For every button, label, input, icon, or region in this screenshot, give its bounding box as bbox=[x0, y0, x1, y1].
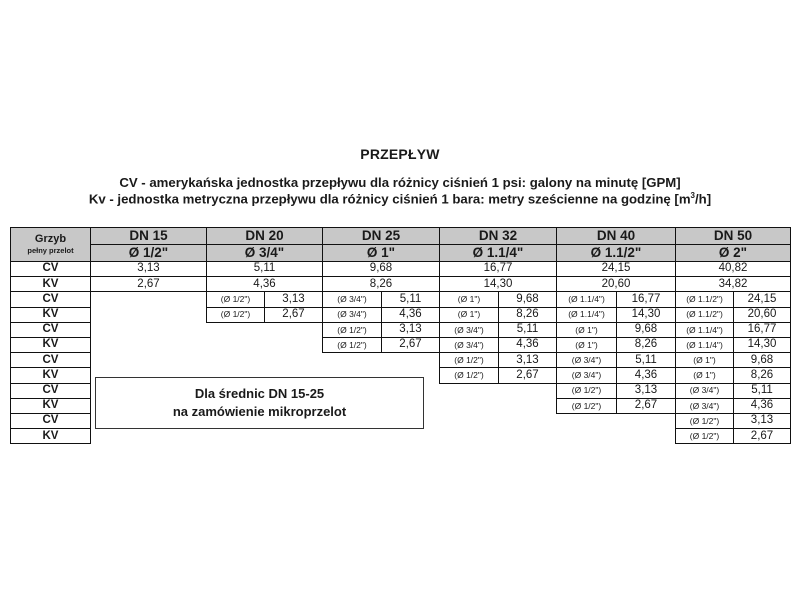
reduced-value-5-3: 16,77 bbox=[733, 322, 791, 338]
reduced-size-5-1: (Ø 1.1/2") bbox=[675, 291, 734, 307]
reduced-size-3-4: (Ø 3/4") bbox=[439, 337, 499, 353]
reduced-size-5-3: (Ø 1.1/4") bbox=[675, 322, 734, 338]
column-dn-6: DN 50 bbox=[675, 227, 791, 245]
reduced-value-4-8: 2,67 bbox=[616, 398, 676, 414]
row-label-9: CV bbox=[10, 383, 91, 399]
reduced-size-4-7: (Ø 1/2") bbox=[556, 383, 617, 399]
column-dn-2: DN 20 bbox=[206, 227, 323, 245]
reduced-size-4-2: (Ø 1.1/4") bbox=[556, 307, 617, 323]
reduced-value-3-6: 2,67 bbox=[498, 367, 557, 383]
full-bore-kv-4: 14,30 bbox=[439, 276, 557, 292]
reduced-size-4-4: (Ø 1") bbox=[556, 337, 617, 353]
full-bore-kv-3: 8,26 bbox=[322, 276, 440, 292]
reduced-value-3-2: 8,26 bbox=[498, 307, 557, 323]
column-dn-3: DN 25 bbox=[322, 227, 440, 245]
reduced-value-5-4: 14,30 bbox=[733, 337, 791, 353]
reduced-size-5-6: (Ø 1") bbox=[675, 367, 734, 383]
column-size-1: Ø 1/2" bbox=[90, 244, 207, 262]
reduced-size-4-3: (Ø 1") bbox=[556, 322, 617, 338]
reduced-size-1-1: (Ø 1/2") bbox=[206, 291, 265, 307]
reduced-value-5-1: 24,15 bbox=[733, 291, 791, 307]
kv-definition-unit-end: /h] bbox=[695, 191, 712, 207]
reduced-size-2-2: (Ø 3/4") bbox=[322, 307, 382, 323]
reduced-value-4-6: 4,36 bbox=[616, 367, 676, 383]
row-label-2: KV bbox=[10, 276, 91, 292]
reduced-size-3-3: (Ø 3/4") bbox=[439, 322, 499, 338]
kv-definition-text: Kv - jednostka metryczna przepływu dla różnicy ciśnień 1 bara: metry sześcienne na godzinę [m bbox=[88, 191, 691, 207]
reduced-value-5-7: 5,11 bbox=[733, 383, 791, 399]
reduced-value-3-1: 9,68 bbox=[498, 291, 557, 307]
reduced-size-5-8: (Ø 3/4") bbox=[675, 398, 734, 414]
row-label-4: KV bbox=[10, 307, 91, 323]
row-label-5: CV bbox=[10, 322, 91, 338]
reduced-value-4-7: 3,13 bbox=[616, 383, 676, 399]
row-label-11: CV bbox=[10, 413, 91, 429]
reduced-value-5-6: 8,26 bbox=[733, 367, 791, 383]
reduced-value-2-1: 5,11 bbox=[381, 291, 440, 307]
reduced-value-2-3: 3,13 bbox=[381, 322, 440, 338]
note-line-2: na zamówienie mikroprzelot bbox=[172, 404, 347, 419]
corner-line-1: Grzyb bbox=[34, 233, 67, 246]
reduced-size-4-5: (Ø 3/4") bbox=[556, 352, 617, 368]
reduced-value-4-5: 5,11 bbox=[616, 352, 676, 368]
column-size-5: Ø 1.1/2" bbox=[556, 244, 676, 262]
reduced-size-3-2: (Ø 1") bbox=[439, 307, 499, 323]
full-bore-kv-5: 20,60 bbox=[556, 276, 676, 292]
full-bore-cv-1: 3,13 bbox=[90, 261, 207, 277]
column-dn-1: DN 15 bbox=[90, 227, 207, 245]
reduced-size-3-6: (Ø 1/2") bbox=[439, 367, 499, 383]
full-bore-cv-5: 24,15 bbox=[556, 261, 676, 277]
reduced-size-4-1: (Ø 1.1/4") bbox=[556, 291, 617, 307]
reduced-value-5-10: 2,67 bbox=[733, 428, 791, 444]
full-bore-cv-4: 16,77 bbox=[439, 261, 557, 277]
full-bore-kv-1: 2,67 bbox=[90, 276, 207, 292]
row-label-1: CV bbox=[10, 261, 91, 277]
reduced-value-4-2: 14,30 bbox=[616, 307, 676, 323]
column-size-2: Ø 3/4" bbox=[206, 244, 323, 262]
reduced-size-2-1: (Ø 3/4") bbox=[322, 291, 382, 307]
reduced-size-2-3: (Ø 1/2") bbox=[322, 322, 382, 338]
reduced-value-5-9: 3,13 bbox=[733, 413, 791, 429]
row-label-6: KV bbox=[10, 337, 91, 353]
full-bore-cv-6: 40,82 bbox=[675, 261, 791, 277]
column-dn-4: DN 32 bbox=[439, 227, 557, 245]
row-label-12: KV bbox=[10, 428, 91, 444]
row-label-10: KV bbox=[10, 398, 91, 414]
kv-definition-superscript: 3 bbox=[690, 191, 695, 200]
reduced-value-1-1: 3,13 bbox=[264, 291, 323, 307]
reduced-value-4-4: 8,26 bbox=[616, 337, 676, 353]
column-size-6: Ø 2" bbox=[675, 244, 791, 262]
column-size-3: Ø 1" bbox=[322, 244, 440, 262]
reduced-value-1-2: 2,67 bbox=[264, 307, 323, 323]
reduced-value-3-5: 3,13 bbox=[498, 352, 557, 368]
reduced-value-5-8: 4,36 bbox=[733, 398, 791, 414]
row-label-3: CV bbox=[10, 291, 91, 307]
reduced-size-1-2: (Ø 1/2") bbox=[206, 307, 265, 323]
reduced-size-3-5: (Ø 1/2") bbox=[439, 352, 499, 368]
reduced-value-3-3: 5,11 bbox=[498, 322, 557, 338]
reduced-size-5-9: (Ø 1/2") bbox=[675, 413, 734, 429]
reduced-value-4-3: 9,68 bbox=[616, 322, 676, 338]
note-line-1: Dla średnic DN 15-25 bbox=[194, 386, 325, 401]
full-bore-kv-2: 4,36 bbox=[206, 276, 323, 292]
reduced-value-2-2: 4,36 bbox=[381, 307, 440, 323]
reduced-size-3-1: (Ø 1") bbox=[439, 291, 499, 307]
reduced-size-5-4: (Ø 1.1/4") bbox=[675, 337, 734, 353]
reduced-size-5-10: (Ø 1/2") bbox=[675, 428, 734, 444]
reduced-size-4-8: (Ø 1/2") bbox=[556, 398, 617, 414]
full-bore-cv-2: 5,11 bbox=[206, 261, 323, 277]
header-corner bbox=[10, 227, 91, 262]
reduced-value-3-4: 4,36 bbox=[498, 337, 557, 353]
full-bore-cv-3: 9,68 bbox=[322, 261, 440, 277]
micro-bore-note bbox=[95, 377, 424, 429]
cv-definition: CV - amerykańska jednostka przepływu dla różnicy ciśnień 1 psi: galony na minutę [GPM] bbox=[119, 175, 681, 190]
reduced-value-2-4: 2,67 bbox=[381, 337, 440, 353]
reduced-value-5-2: 20,60 bbox=[733, 307, 791, 323]
reduced-size-5-5: (Ø 1") bbox=[675, 352, 734, 368]
reduced-value-5-5: 9,68 bbox=[733, 352, 791, 368]
full-bore-kv-6: 34,82 bbox=[675, 276, 791, 292]
corner-line-2: pełny przelot bbox=[27, 246, 74, 256]
reduced-size-4-6: (Ø 3/4") bbox=[556, 367, 617, 383]
page-title: PRZEPŁYW bbox=[360, 146, 440, 162]
reduced-size-2-4: (Ø 1/2") bbox=[322, 337, 382, 353]
column-size-4: Ø 1.1/4" bbox=[439, 244, 557, 262]
row-label-8: KV bbox=[10, 367, 91, 383]
column-dn-5: DN 40 bbox=[556, 227, 676, 245]
reduced-value-4-1: 16,77 bbox=[616, 291, 676, 307]
reduced-size-5-2: (Ø 1.1/2") bbox=[675, 307, 734, 323]
reduced-size-5-7: (Ø 3/4") bbox=[675, 383, 734, 399]
row-label-7: CV bbox=[10, 352, 91, 368]
